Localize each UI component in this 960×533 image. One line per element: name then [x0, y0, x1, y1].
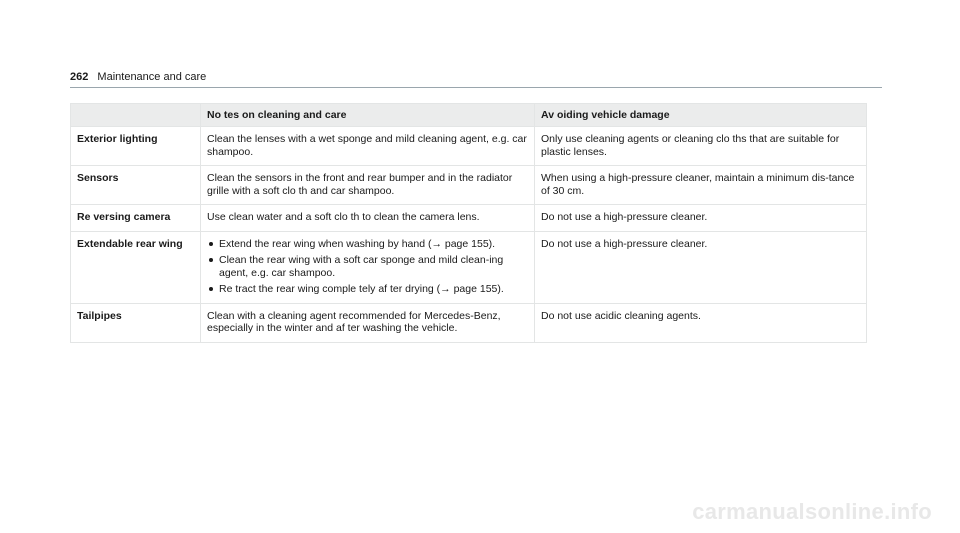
column-header-item [71, 104, 201, 127]
table-row [71, 205, 867, 232]
row-notes: Clean with a cleaning agent recommended for Mercedes-Benz, especially in the winter and af ter washing the vehicle. [201, 303, 535, 342]
row-notes: Clean the lenses with a wet sponge and mild cleaning agent, e.g. car shampoo. [201, 127, 535, 166]
step-list [207, 238, 528, 296]
row-avoid: Do not use acidic cleaning agents. [535, 303, 867, 342]
row-notes: Clean the sensors in the front and rear bumper and in the radiator grille with a soft clo th and car shampoo. [201, 166, 535, 205]
step-item: Clean the rear wing with a soft car sponge and mild clean-ing agent, e.g. car shampoo. [207, 254, 528, 279]
row-label: Re versing camera [71, 205, 201, 232]
row-label: Exterior lighting [71, 127, 201, 166]
watermark: carmanualsonline.info [692, 499, 932, 524]
table-row [71, 127, 867, 166]
row-notes [201, 231, 535, 303]
page-number: 262 [70, 71, 89, 83]
cleaning-care-table [70, 103, 867, 343]
page-header [70, 70, 882, 88]
row-label: Tailpipes [71, 303, 201, 342]
row-avoid: When using a high-pressure cleaner, maintain a minimum dis-tance of 30 cm. [535, 166, 867, 205]
section-title: Maintenance and care [97, 71, 207, 83]
column-header-avoid: Av oiding vehicle damage [535, 104, 867, 127]
row-avoid: Do not use a high-pressure cleaner. [535, 231, 867, 303]
row-label: Extendable rear wing [71, 231, 201, 303]
row-avoid: Only use cleaning agents or cleaning clo ths that are suitable for plastic lenses. [535, 127, 867, 166]
step-item: Extend the rear wing when washing by hand (→ page 155). [207, 238, 528, 251]
table-header-row [71, 104, 867, 127]
table-row [71, 303, 867, 342]
step-item: Re tract the rear wing comple tely af ter drying (→ page 155). [207, 283, 528, 296]
row-label: Sensors [71, 166, 201, 205]
row-notes: Use clean water and a soft clo th to clean the camera lens. [201, 205, 535, 232]
column-header-notes: No tes on cleaning and care [201, 104, 535, 127]
table-row [71, 231, 867, 303]
table-row [71, 166, 867, 205]
row-avoid: Do not use a high-pressure cleaner. [535, 205, 867, 232]
